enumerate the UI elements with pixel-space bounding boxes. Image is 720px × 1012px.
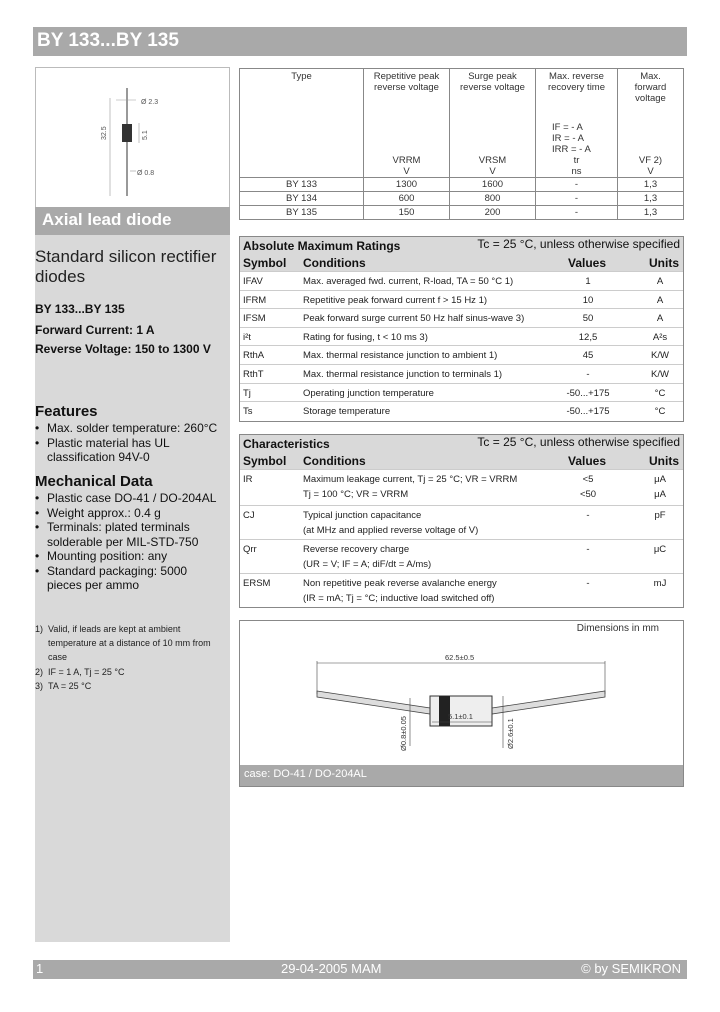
part-range: BY 133...BY 135 bbox=[35, 302, 125, 316]
list-item: • Max. solder temperature: 260°C bbox=[35, 421, 227, 436]
unit-vrsm: VRSM V bbox=[450, 115, 536, 178]
abs-max-rows bbox=[240, 271, 683, 420]
mech-list bbox=[35, 491, 229, 593]
table-row: BY 134 600 800 - 1,3 bbox=[240, 192, 684, 206]
unit-trr: IF = - A IR = - A IRR = - A tr ns bbox=[536, 115, 618, 178]
footnote: 1) Valid, if leads are kept at ambient temperature at a distance of 10 mm from case bbox=[35, 624, 211, 662]
col-vf: Max. forward voltage bbox=[618, 69, 684, 115]
table-row: RthA Max. thermal resistance junction to ambient 1) 45 K/W bbox=[240, 345, 683, 364]
footnote: 3) TA = 25 °C bbox=[35, 681, 92, 691]
diode-drawing-icon bbox=[36, 68, 229, 208]
type-table bbox=[239, 68, 684, 220]
list-item: • Plastic material has UL classification 94V-0 bbox=[35, 436, 205, 465]
table-row: i²t Rating for fusing, t < 10 ms 3) 12,5 A²s bbox=[240, 327, 683, 346]
features-heading: Features bbox=[35, 403, 98, 420]
image-caption: Axial lead diode bbox=[42, 210, 172, 229]
features-list bbox=[35, 421, 227, 465]
table-row: Tj Operating junction temperature -50...+175 °C bbox=[240, 383, 683, 402]
copyright: © by SEMIKRON bbox=[581, 961, 681, 976]
characteristics-columns: Symbol Conditions Values Units bbox=[240, 452, 683, 469]
abs-max-columns: Symbol Conditions Values Units bbox=[240, 254, 683, 271]
title-bar bbox=[33, 27, 687, 56]
table-row: ERSM Non repetitive peak reverse avalanche energy (IR = mA; Tj = °C; inductive load switched off) - mJ bbox=[240, 573, 683, 607]
unit-vrrm: VRRM V bbox=[364, 115, 450, 178]
case-bar bbox=[240, 765, 683, 786]
footnotes bbox=[35, 622, 227, 693]
col-vrrm: Repetitive peak reverse voltage bbox=[364, 69, 450, 115]
unit-vf: VF 2) V bbox=[618, 115, 684, 178]
table-row: IFSM Peak forward surge current 50 Hz half sinus-wave 3) 50 A bbox=[240, 308, 683, 327]
abs-max-panel bbox=[239, 236, 684, 422]
dimension-drawing bbox=[240, 636, 683, 761]
body-length-label: 5.1±0.1 bbox=[448, 712, 473, 721]
dim-label: Ø 0.8 bbox=[137, 170, 155, 177]
table-row: BY 133 1300 1600 - 1,3 bbox=[240, 178, 684, 192]
subtitle: Standard silicon rectifier diodes bbox=[35, 247, 217, 286]
footer bbox=[33, 960, 687, 979]
dimensions-note: Dimensions in mm bbox=[576, 623, 659, 634]
overall-length-label: 62.5±0.5 bbox=[445, 653, 475, 662]
page-title: BY 133...BY 135 bbox=[37, 30, 179, 51]
lead-diameter-label: Ø0.8±0.05 bbox=[399, 716, 408, 751]
forward-current: Forward Current: 1 A bbox=[35, 323, 155, 337]
list-item: • Mounting position: any bbox=[35, 549, 229, 564]
col-type: Type bbox=[291, 71, 312, 82]
dimensions-panel bbox=[239, 620, 684, 787]
abs-max-header: Absolute Maximum Ratings Tc = 25 °C, unless otherwise specified bbox=[240, 237, 683, 254]
list-item: • Plastic case DO-41 / DO-204AL bbox=[35, 491, 229, 506]
table-row: CJ Typical junction capacitance (at MHz and applied reverse voltage of V) - pF bbox=[240, 505, 683, 539]
table-row: Ts Storage temperature -50...+175 °C bbox=[240, 401, 683, 420]
table-row: IFAV Max. averaged fwd. current, R-load, TA = 50 °C 1) 1 A bbox=[240, 271, 683, 290]
list-item: • Standard packaging: 5000 pieces per ammo bbox=[35, 564, 225, 593]
table-header-row bbox=[240, 69, 684, 115]
body-diameter-label: Ø2.6±0.1 bbox=[506, 718, 515, 749]
col-vrsm: Surge peak reverse voltage bbox=[450, 69, 536, 115]
footer-date: 29-04-2005 MAM bbox=[281, 961, 382, 976]
reverse-voltage: Reverse Voltage: 150 to 1300 V bbox=[35, 342, 211, 356]
table-row: Qrr Reverse recovery charge (UR = V; IF = A; diF/dt = A/ms) - μC bbox=[240, 539, 683, 573]
image-caption-bar bbox=[35, 207, 230, 235]
table-row: BY 135 150 200 - 1,3 bbox=[240, 206, 684, 220]
dim-label: 32.5 bbox=[101, 126, 108, 140]
table-row: IFRM Repetitive peak forward current f > 15 Hz 1) 10 A bbox=[240, 290, 683, 309]
table-units-row bbox=[240, 115, 684, 178]
table-row: RthT Max. thermal resistance junction to terminals 1) - K/W bbox=[240, 364, 683, 383]
col-trr: Max. reverse recovery time bbox=[536, 69, 618, 115]
dim-label: 5.1 bbox=[142, 130, 149, 140]
footnote: 2) IF = 1 A, Tj = 25 °C bbox=[35, 667, 125, 677]
list-item: • Weight approx.: 0.4 g bbox=[35, 506, 229, 521]
characteristics-panel bbox=[239, 434, 684, 608]
characteristics-header: Characteristics Tc = 25 °C, unless otherwise specified bbox=[240, 435, 683, 452]
case-label: case: DO-41 / DO-204AL bbox=[244, 768, 367, 780]
table-row: IR Maximum leakage current, Tj = 25 °C; VR = VRRM Tj = 100 °C; VR = VRRM <5 <50 μA μA bbox=[240, 469, 683, 505]
list-item: • Terminals: plated terminals solderable per MIL-STD-750 bbox=[35, 520, 203, 549]
dim-label: Ø 2.3 bbox=[141, 99, 159, 106]
characteristics-rows bbox=[240, 469, 683, 607]
mech-heading: Mechanical Data bbox=[35, 473, 153, 490]
page-number: 1 bbox=[36, 961, 44, 976]
